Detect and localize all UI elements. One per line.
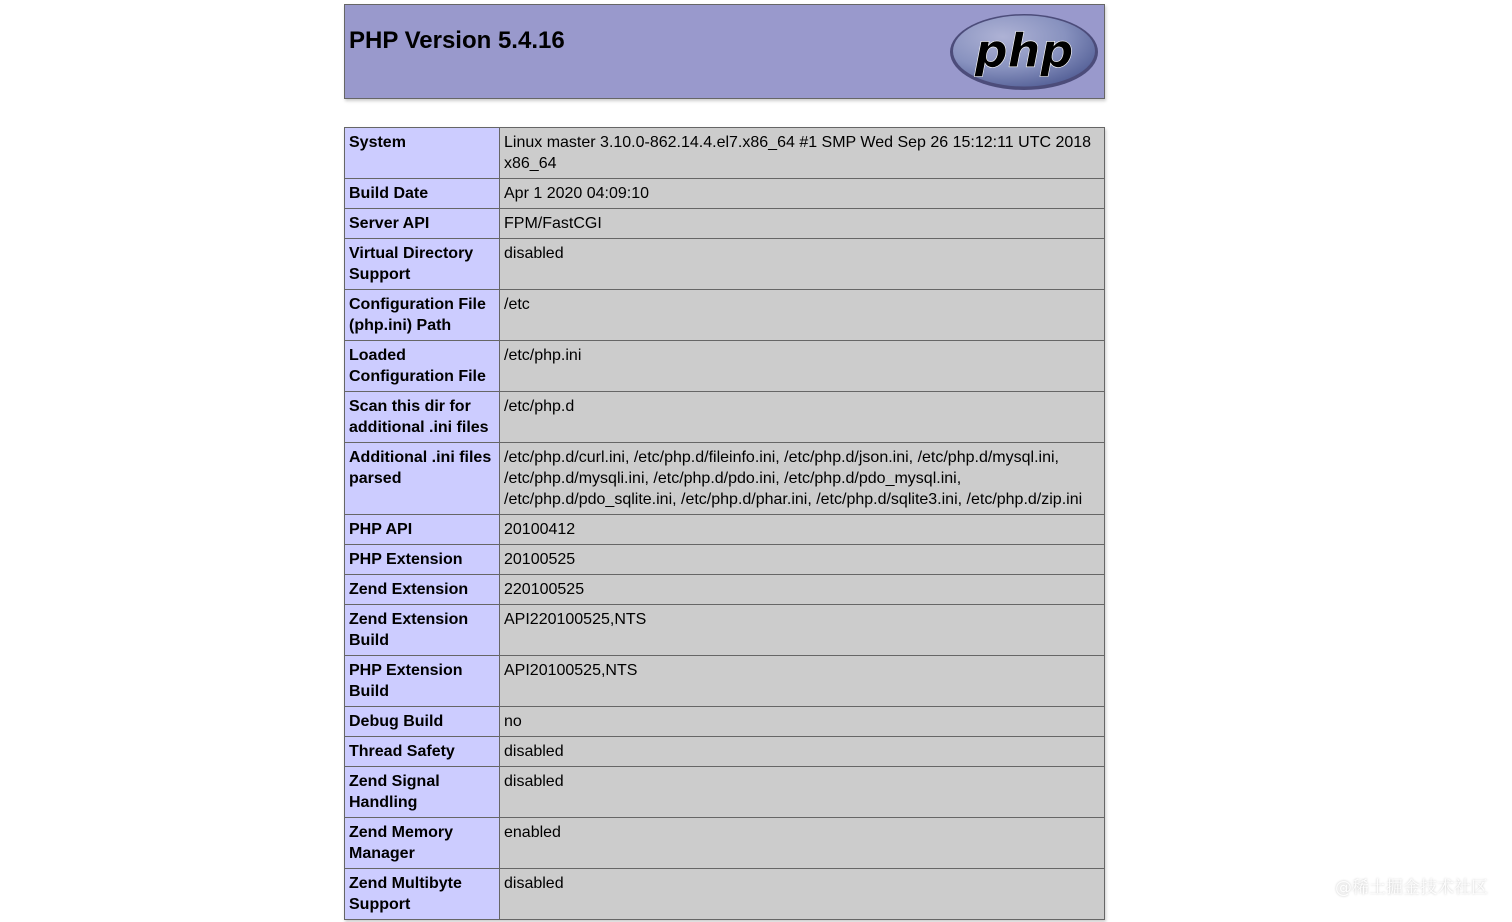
row-key: Additional .ini files parsed [345,443,500,515]
row-key: Zend Memory Manager [345,818,500,869]
row-key: Zend Multibyte Support [345,869,500,920]
row-value: disabled [500,767,1105,818]
row-key: Server API [345,209,500,239]
table-row [345,515,1105,545]
row-value: /etc [500,290,1105,341]
table-row [345,605,1105,656]
table-row [345,575,1105,605]
row-key: PHP Extension Build [345,656,500,707]
row-value: Apr 1 2020 04:09:10 [500,179,1105,209]
row-value: /etc/php.d/curl.ini, /etc/php.d/fileinfo.ini, /etc/php.d/json.ini, /etc/php.d/mysql.ini, /etc/php.d/mysqli.ini, /etc/php.d/pdo.ini, /etc/php.d/pdo_mysql.ini, /etc/php.d/pdo_sqlite.ini, /etc/php.d/phar.ini, /etc/php.d/sqlite3.ini, /etc/php.d/zip.ini [500,443,1105,515]
row-value: 20100525 [500,545,1105,575]
row-value: Linux master 3.10.0-862.14.4.el7.x86_64 #1 SMP Wed Sep 26 15:12:11 UTC 2018 x86_64 [500,128,1105,179]
row-key: Loaded Configuration File [345,341,500,392]
row-value: /etc/php.ini [500,341,1105,392]
row-key: Scan this dir for additional .ini files [345,392,500,443]
table-row [345,707,1105,737]
table-row [345,341,1105,392]
row-key: Build Date [345,179,500,209]
row-key: Virtual Directory Support [345,239,500,290]
row-value: enabled [500,818,1105,869]
row-key: System [345,128,500,179]
row-key: Zend Signal Handling [345,767,500,818]
table-row [345,545,1105,575]
row-value: 220100525 [500,575,1105,605]
table-row [345,656,1105,707]
table-row [345,128,1105,179]
row-value: FPM/FastCGI [500,209,1105,239]
php-logo-icon[interactable] [948,12,1100,92]
row-key: PHP API [345,515,500,545]
row-value: 20100412 [500,515,1105,545]
table-row [345,818,1105,869]
table-row [345,737,1105,767]
table-row [345,239,1105,290]
phpinfo-header [344,4,1105,99]
watermark: @稀土掘金技术社区 [1335,878,1488,898]
row-key: Zend Extension [345,575,500,605]
table-row [345,869,1105,920]
row-key: Configuration File (php.ini) Path [345,290,500,341]
row-key: Debug Build [345,707,500,737]
row-value: API20100525,NTS [500,656,1105,707]
info-table [344,127,1105,920]
table-row [345,179,1105,209]
row-key: Thread Safety [345,737,500,767]
row-key: Zend Extension Build [345,605,500,656]
table-row [345,209,1105,239]
table-row [345,443,1105,515]
row-key: PHP Extension [345,545,500,575]
row-value: API220100525,NTS [500,605,1105,656]
row-value: no [500,707,1105,737]
row-value: disabled [500,737,1105,767]
page-title: PHP Version 5.4.16 [349,27,565,54]
row-value: disabled [500,869,1105,920]
row-value: disabled [500,239,1105,290]
row-value: /etc/php.d [500,392,1105,443]
table-row [345,290,1105,341]
table-row [345,392,1105,443]
php-logo-text: php [974,24,1074,78]
table-row [345,767,1105,818]
